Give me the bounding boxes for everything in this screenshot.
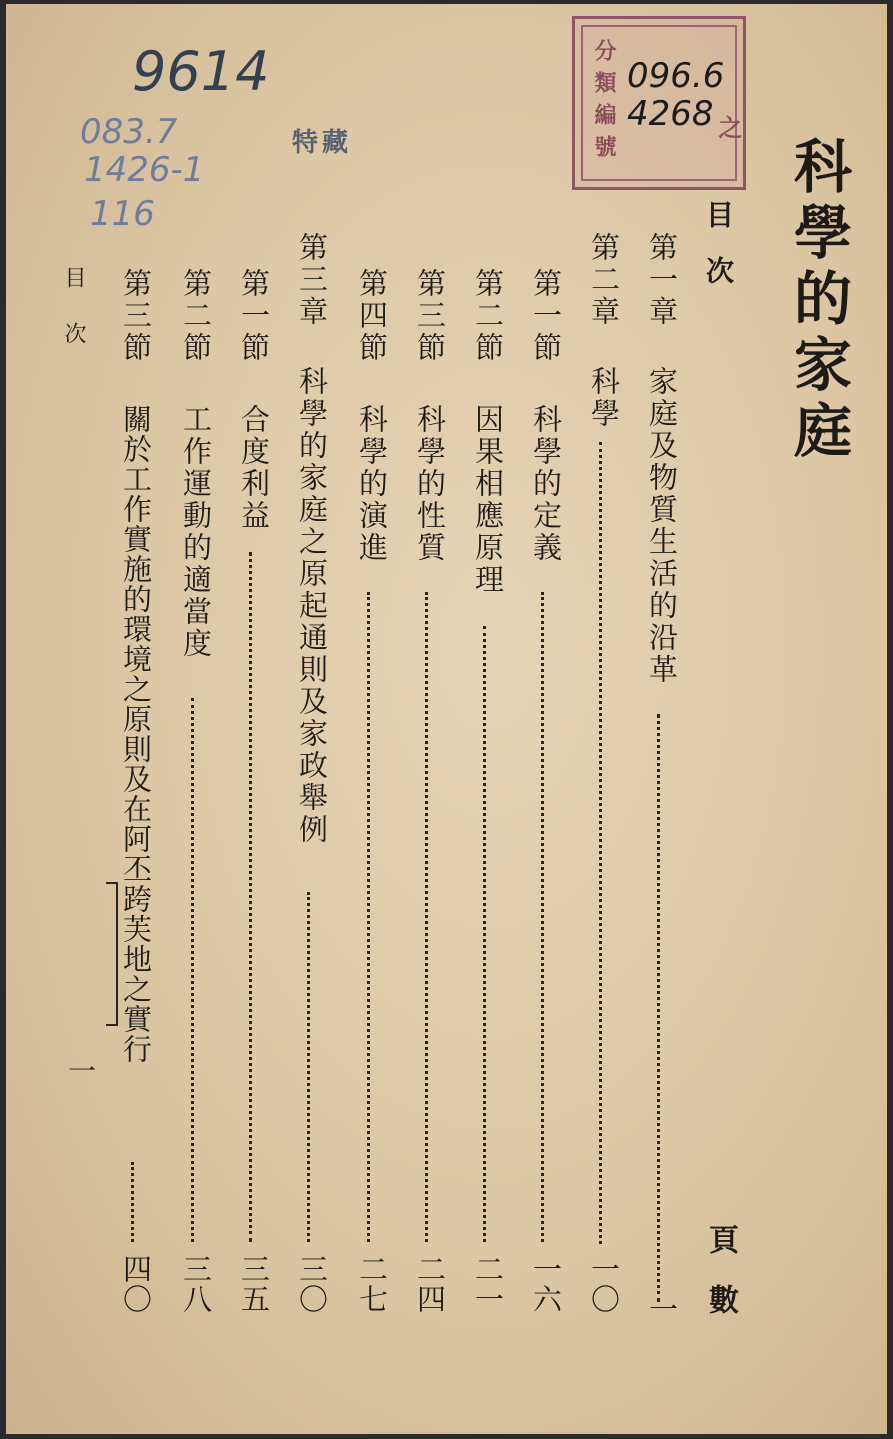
toc-leader [191, 698, 194, 1242]
toc-leader [657, 714, 660, 1302]
toc-leader [425, 592, 428, 1242]
toc-page: 三五 [237, 1254, 271, 1314]
toc-prefix: 第一節 [529, 268, 563, 364]
handwritten-call-number-1: 083.7 [80, 112, 178, 152]
toc-page: 二七 [355, 1254, 389, 1314]
contents-header: 目 次 [702, 200, 735, 284]
toc-leader [249, 552, 252, 1242]
toc-title: 科學的演進 [355, 404, 389, 564]
toc-page: 四〇 [119, 1254, 153, 1314]
toc-page: 一六 [529, 1254, 563, 1314]
toc-prefix: 第一章 [645, 232, 679, 328]
toc-prefix: 第二章 [587, 232, 621, 328]
toc-leader [367, 592, 370, 1242]
handwritten-call-number-3: 116 [90, 194, 155, 234]
handwritten-accession-number: 9614 [132, 40, 270, 103]
special-collection-mark: 特藏 [292, 128, 353, 158]
running-head: 目 次 [61, 266, 86, 350]
toc-page: 三八 [179, 1254, 213, 1314]
toc-title: 工作運動的適當度 [179, 404, 213, 660]
toc-title: 關於工作實施的環境之原則及在阿丕跨芙地之實行 [119, 404, 153, 1064]
toc-prefix: 第三節 [119, 268, 153, 364]
toc-prefix: 第二節 [179, 268, 213, 364]
toc-prefix: 第二節 [471, 268, 505, 364]
toc-leader [599, 442, 602, 1244]
toc-title: 家庭及物質生活的沿革 [645, 366, 679, 686]
toc-leader [483, 626, 486, 1242]
book-page [6, 4, 887, 1434]
classification-stamp [572, 16, 746, 190]
toc-prefix: 第四節 [355, 268, 389, 364]
toc-page: 一 [645, 1294, 679, 1324]
stamp-printed-text: 分類編號 [591, 39, 617, 167]
toc-leader [307, 892, 310, 1242]
toc-page: 一〇 [587, 1254, 621, 1314]
page-number: 一 [64, 1056, 97, 1084]
page-column-header: 頁 數 [703, 1224, 738, 1314]
toc-prefix: 第三節 [413, 268, 447, 364]
toc-page: 二四 [413, 1254, 447, 1314]
toc-page: 三〇 [295, 1254, 329, 1314]
handwritten-call-number-2: 1426-1 [84, 150, 205, 190]
toc-prefix: 第三章 [295, 232, 329, 328]
stamp-suffix: 之 [714, 115, 743, 139]
toc-title: 科學的性質 [413, 404, 447, 564]
toc-leader [541, 592, 544, 1242]
toc-title: 科學的定義 [529, 404, 563, 564]
toc-page: 二一 [471, 1254, 505, 1314]
toc-title: 科學的家庭之原起通則及家政舉例 [295, 366, 329, 846]
toc-prefix: 第一節 [237, 268, 271, 364]
stamp-handwritten-code: 096.6 4268 [627, 56, 725, 134]
toc-title: 合度利益 [237, 404, 271, 532]
toc-title: 科學 [587, 366, 621, 430]
name-bracket-mark [106, 882, 118, 1026]
book-title: 科學的家庭 [784, 136, 852, 466]
toc-leader [131, 1162, 134, 1242]
toc-title: 因果相應原理 [471, 404, 505, 596]
